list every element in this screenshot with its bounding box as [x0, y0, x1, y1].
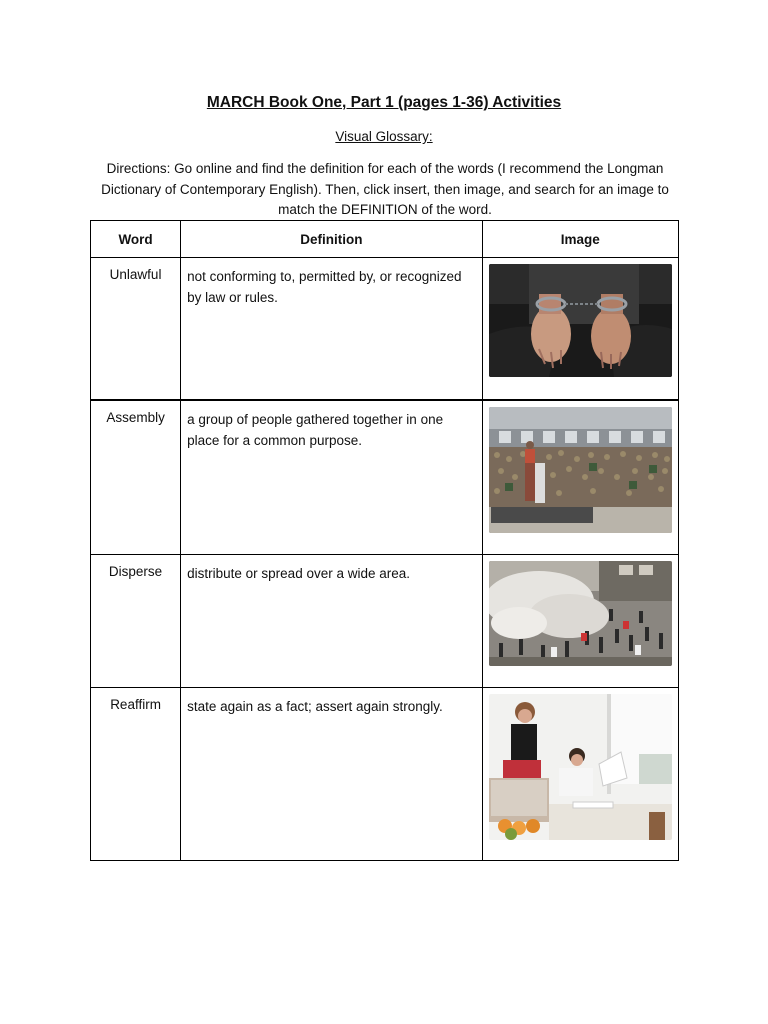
word-cell: Disperse — [91, 555, 181, 688]
page-title: MARCH Book One, Part 1 (pages 1-36) Activities — [206, 94, 562, 111]
word-cell: Reaffirm — [91, 688, 181, 861]
header-definition: Definition — [181, 221, 483, 258]
header-image: Image — [482, 221, 678, 258]
definition-cell: state again as a fact; assert again strongly. — [181, 688, 483, 861]
definition-cell: a group of people gathered together in one place for a common purpose. — [181, 400, 483, 555]
table-row — [91, 555, 679, 688]
handcuffed-hands-photo[interactable] — [489, 264, 672, 377]
glossary-table — [90, 220, 679, 861]
table-row — [91, 400, 679, 555]
crowd-dispersing-smoke-photo[interactable] — [489, 561, 672, 666]
table-row — [91, 688, 679, 861]
table-row — [91, 258, 679, 401]
word-cell: Unlawful — [91, 258, 181, 401]
header-word: Word — [91, 221, 181, 258]
image-cell — [482, 688, 678, 861]
table-header-row — [91, 221, 679, 258]
word-cell: Assembly — [91, 400, 181, 555]
definition-cell: distribute or spread over a wide area. — [181, 555, 483, 688]
definition-cell: not conforming to, permitted by, or recognized by law or rules. — [181, 258, 483, 401]
image-cell — [482, 400, 678, 555]
assembly-hall-crowd-photo[interactable] — [489, 407, 672, 533]
image-cell — [482, 258, 678, 401]
image-cell — [482, 555, 678, 688]
directions-paragraph: Directions: Go online and find the definition for each of the words (I recommend the Longman Dictionary of Contemporary English). Then, click insert, then image, and search for an image to match the DEFINITION of the word. — [101, 161, 669, 217]
woman-on-phone-man-with-papers-photo[interactable] — [489, 694, 672, 840]
section-subtitle: Visual Glossary: — [335, 129, 433, 144]
